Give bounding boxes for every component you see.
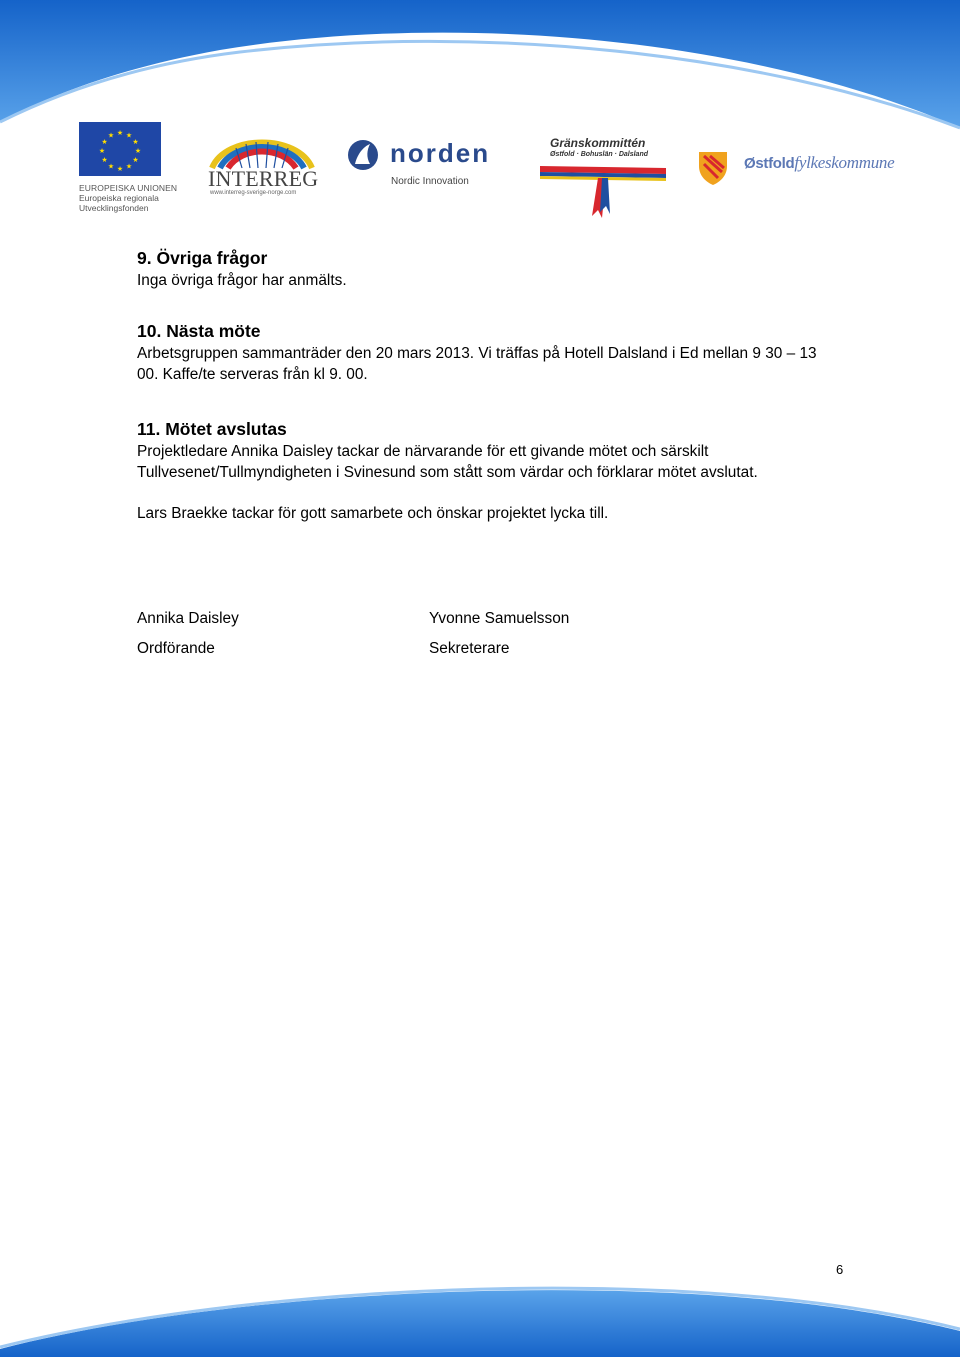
svg-text:★: ★ bbox=[107, 131, 115, 140]
eu-logo-line-1: EUROPEISKA UNIONEN bbox=[79, 183, 178, 193]
svg-text:★: ★ bbox=[116, 165, 124, 173]
signature-name: Yvonne Samuelsson bbox=[429, 610, 570, 627]
signature-block-secretary bbox=[429, 604, 569, 664]
eu-logo bbox=[79, 122, 189, 213]
norden-swan-icon bbox=[346, 138, 380, 172]
granskommitten-wordmark: Gränskommittén bbox=[550, 136, 646, 150]
footer-wave bbox=[0, 1277, 960, 1357]
ribbon-icon bbox=[540, 162, 668, 222]
document-body bbox=[137, 246, 857, 524]
svg-text:★: ★ bbox=[134, 147, 142, 155]
interreg-wordmark: INTERREG bbox=[208, 166, 319, 191]
interreg-arch-icon bbox=[206, 136, 318, 170]
svg-text:★: ★ bbox=[98, 147, 106, 155]
section-heading-11: 11. Mötet avslutas bbox=[137, 419, 287, 439]
ostfold-wordmark-part-2: fylkeskommune bbox=[794, 153, 895, 172]
header-wave bbox=[0, 0, 960, 130]
section-11-text-2: Lars Braekke tackar för gott samarbete och önskar projektet lycka till. bbox=[137, 505, 609, 522]
section-11-text-1: Projektledare Annika Daisley tackar de närvarande för ett givande mötet och särskilt Tullvesenet/Tullmyndigheten i Svinesund som stått som värdar och förklarar mötet avslutat. bbox=[137, 443, 758, 481]
eu-flag-icon bbox=[79, 122, 161, 176]
granskommitten-logo bbox=[540, 136, 668, 222]
ostfold-wordmark bbox=[744, 153, 894, 173]
svg-text:★: ★ bbox=[107, 162, 115, 171]
section-9-text: Inga övriga frågor har anmälts. bbox=[137, 272, 347, 289]
eu-logo-line-3: Utvecklingsfonden bbox=[79, 203, 149, 213]
section-10-text: Arbetsgruppen sammanträder den 20 mars 2013. Vi träffas på Hotell Dalsland i Ed mellan 9 30 – 13 00. Kaffe/te serveras från kl 9. 00. bbox=[137, 345, 817, 383]
granskommitten-subtitle: Østfold · Bohuslän · Dalsland bbox=[550, 151, 649, 158]
signature-block-chair bbox=[137, 604, 239, 664]
signature-role: Ordförande bbox=[137, 640, 215, 657]
norden-subtitle: Nordic Innovation bbox=[391, 176, 469, 187]
norden-wordmark: norden bbox=[390, 138, 491, 168]
signature-name: Annika Daisley bbox=[137, 610, 239, 627]
interreg-url: www.interreg-sverige-norge.com bbox=[210, 190, 297, 196]
svg-text:★: ★ bbox=[125, 162, 133, 171]
svg-text:★: ★ bbox=[132, 156, 139, 164]
interreg-logo bbox=[206, 136, 318, 200]
svg-text:★: ★ bbox=[101, 156, 108, 164]
svg-text:★: ★ bbox=[101, 138, 108, 146]
eu-logo-line-2: Europeiska regionala bbox=[79, 193, 159, 203]
ostfold-wordmark-part-1: Østfold bbox=[744, 155, 795, 172]
section-heading-10: 10. Nästa möte bbox=[137, 321, 261, 341]
norden-logo bbox=[346, 138, 506, 194]
page-number: 6 bbox=[836, 1262, 844, 1277]
section-heading-9: 9. Övriga frågor bbox=[137, 248, 268, 268]
svg-text:★: ★ bbox=[125, 131, 133, 140]
svg-text:★: ★ bbox=[132, 138, 139, 146]
logo-row bbox=[0, 118, 960, 228]
svg-text:★: ★ bbox=[116, 129, 124, 137]
signature-role: Sekreterare bbox=[429, 640, 510, 657]
ostfold-shield-icon bbox=[696, 150, 730, 186]
ostfold-fylkeskommune-logo bbox=[696, 150, 908, 190]
